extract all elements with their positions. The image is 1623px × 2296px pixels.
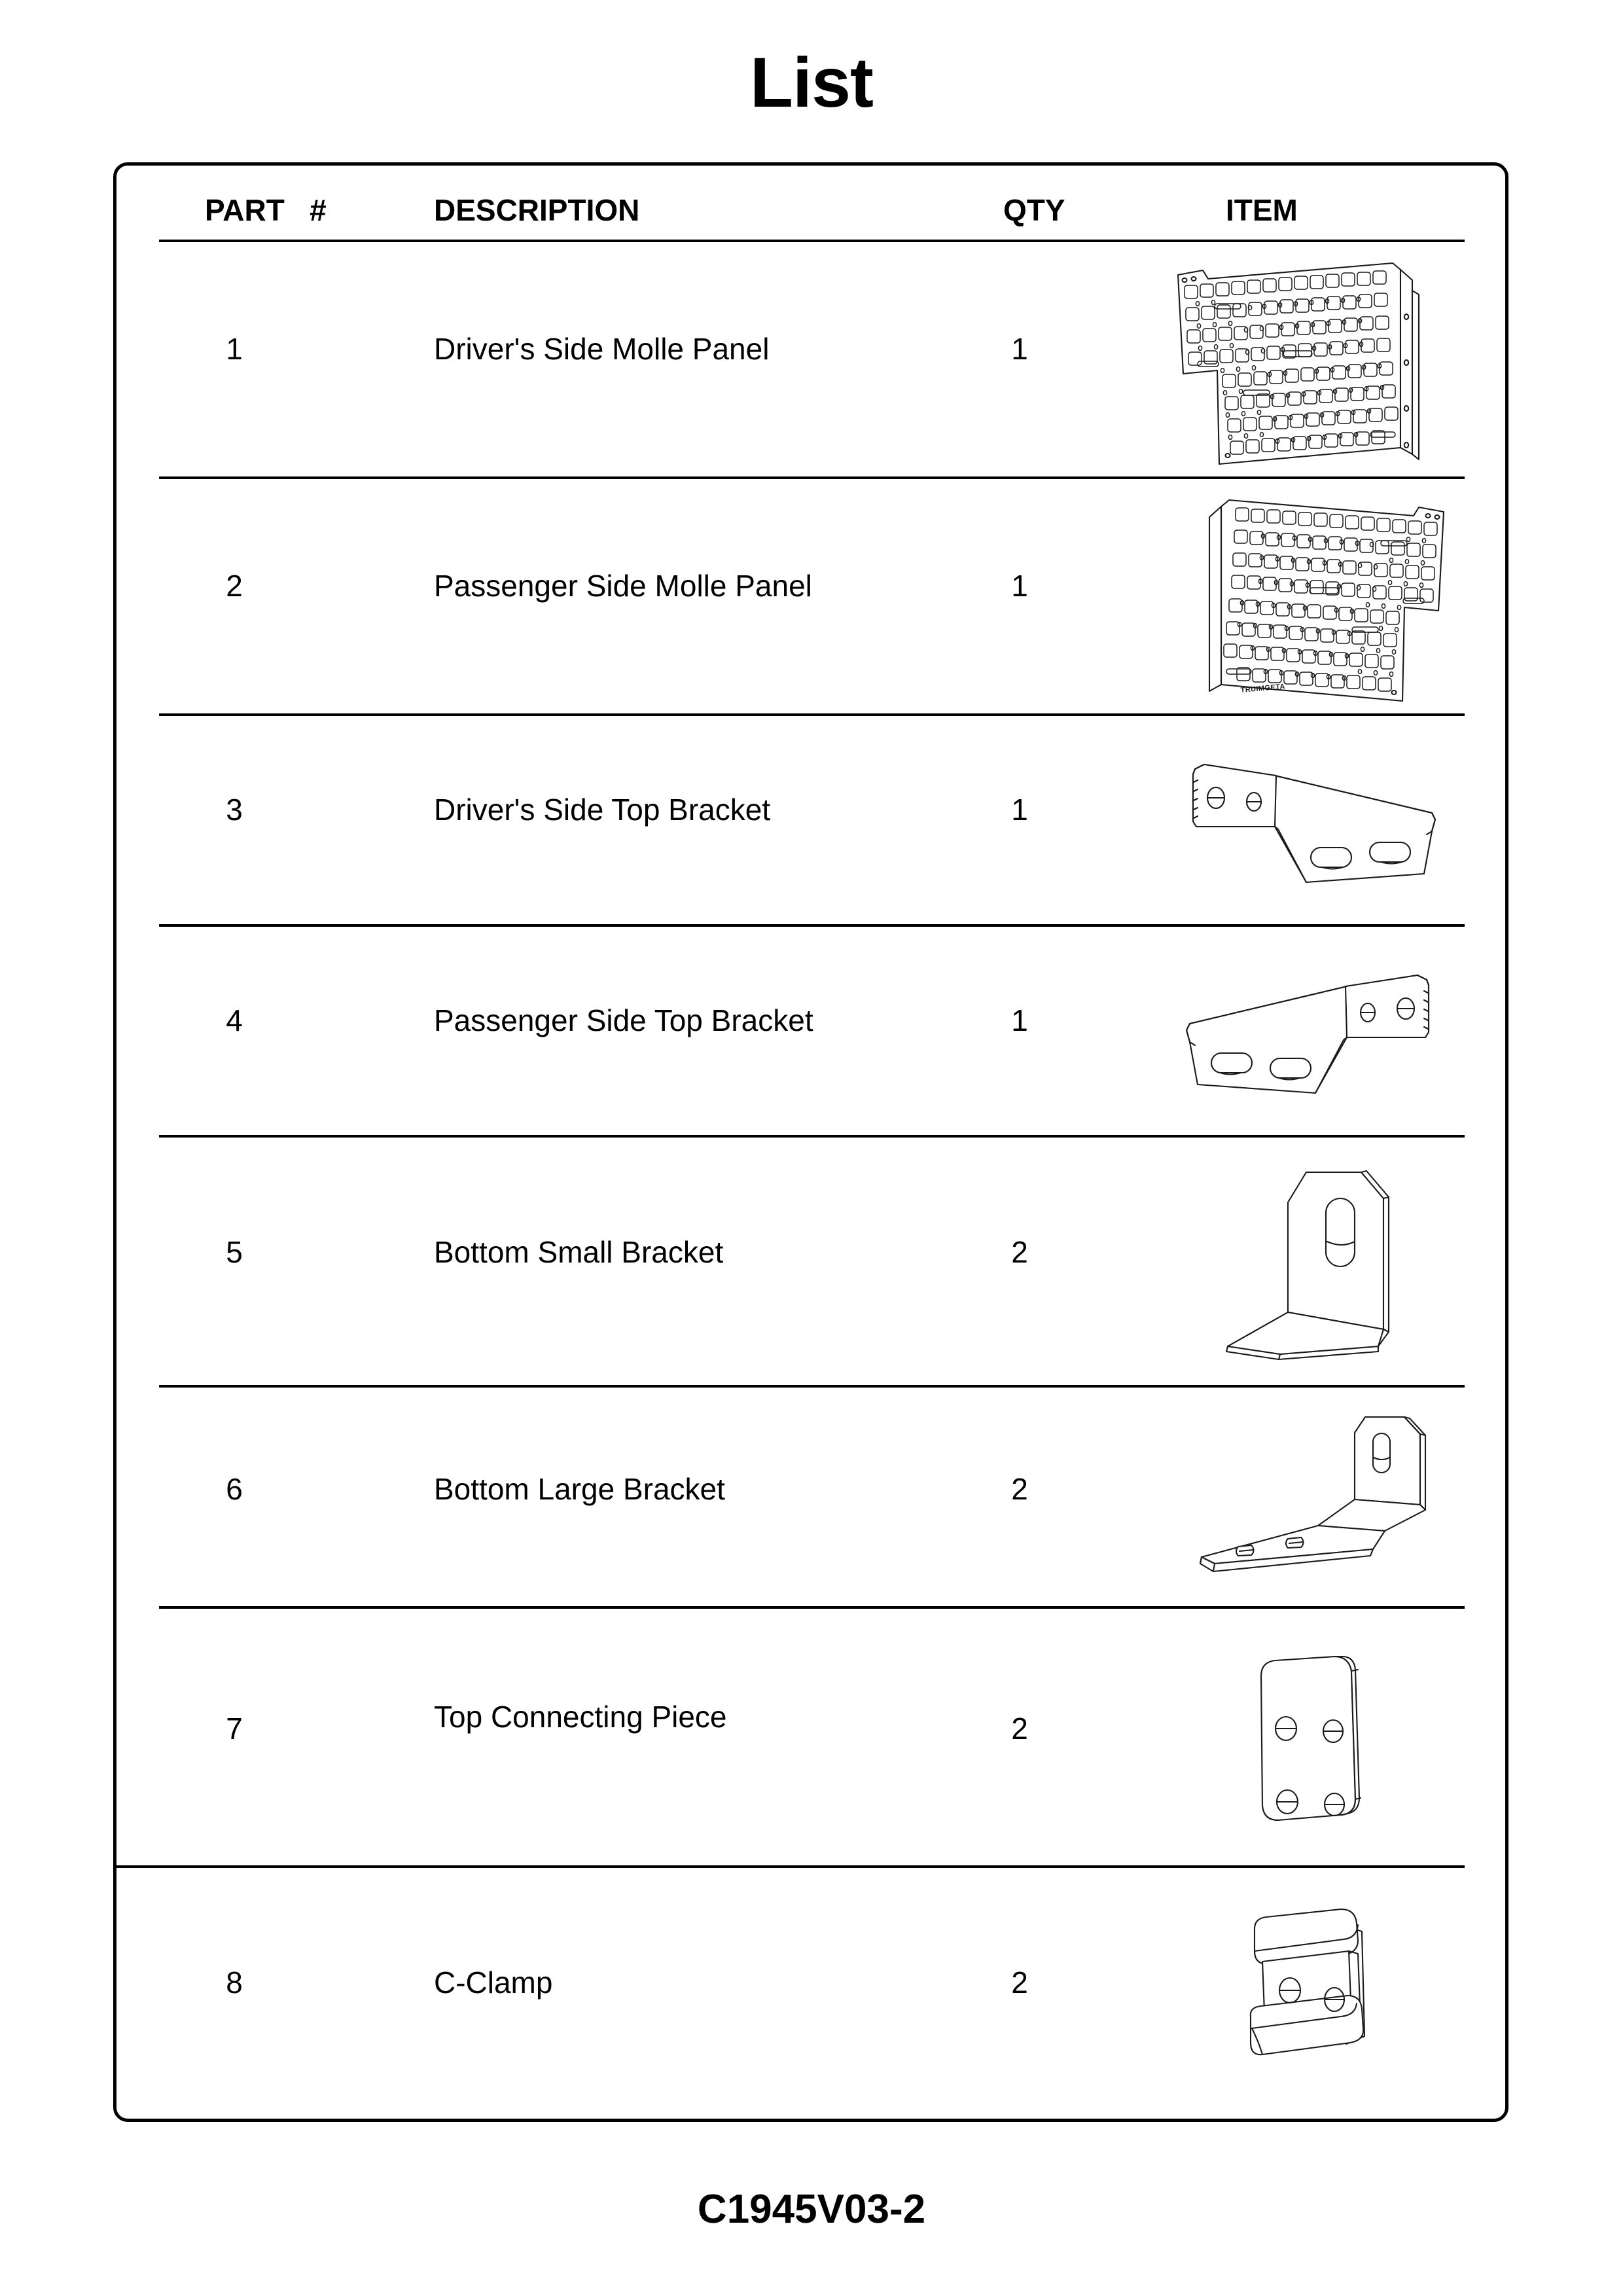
table-row [113, 1385, 1508, 1606]
table-row [113, 924, 1508, 1135]
row-description: Passenger Side Molle Panel [434, 569, 812, 603]
table-row [113, 240, 1508, 476]
row-item-illustration [1134, 1161, 1488, 1357]
row-qty: 1 [1011, 793, 1028, 827]
row-item-illustration [1134, 246, 1488, 472]
table-row [113, 1606, 1508, 1865]
table-row [113, 1135, 1508, 1385]
row-item-illustration [1134, 944, 1488, 1114]
row-item-illustration [1134, 483, 1488, 709]
row-part-number: 5 [226, 1235, 243, 1269]
row-description: Bottom Large Bracket [434, 1472, 725, 1506]
row-description: Bottom Small Bracket [434, 1235, 724, 1269]
table-header-row [113, 162, 1508, 233]
top-bracket-passenger-illustration [1170, 954, 1452, 1104]
c-clamp-illustration [1213, 1888, 1409, 2078]
row-qty: 2 [1011, 1472, 1028, 1506]
row-description: Driver's Side Molle Panel [434, 332, 770, 366]
table-row [113, 1865, 1508, 2122]
row-part-number: 4 [226, 1003, 243, 1037]
row-description: Driver's Side Top Bracket [434, 793, 771, 827]
molle-panel-driver-illustration [1157, 251, 1465, 467]
top-connecting-piece-illustration [1213, 1636, 1409, 1832]
column-header-description: DESCRIPTION [434, 193, 640, 227]
row-qty: 2 [1011, 1965, 1028, 2000]
bottom-small-bracket-illustration [1203, 1158, 1419, 1361]
table-row [113, 476, 1508, 713]
row-qty: 1 [1011, 569, 1028, 603]
row-qty: 2 [1011, 1712, 1028, 1746]
row-item-illustration [1134, 1885, 1488, 2081]
column-header-qty: QTY [1003, 193, 1065, 227]
row-part-number: 1 [226, 332, 243, 366]
column-header-item: ITEM [1226, 193, 1298, 227]
row-part-number: 6 [226, 1472, 243, 1506]
row-part-number: 2 [226, 569, 243, 603]
row-description: Top Connecting Piece [434, 1700, 727, 1734]
row-description: Passenger Side Top Bracket [434, 1003, 813, 1037]
page-title: List [749, 43, 873, 122]
row-part-number: 3 [226, 793, 243, 827]
row-description: C-Clamp [434, 1965, 553, 2000]
row-qty: 2 [1011, 1235, 1028, 1269]
row-qty: 1 [1011, 332, 1028, 366]
bottom-large-bracket-illustration [1177, 1400, 1445, 1587]
molle-panel-passenger-illustration [1157, 488, 1465, 704]
panel-brand-logo: TRUIMGETA [1240, 682, 1286, 694]
row-part-number: 8 [226, 1965, 243, 2000]
row-item-illustration [1134, 1632, 1488, 1835]
row-item-illustration [1134, 1398, 1488, 1588]
row-item-illustration [1134, 733, 1488, 903]
top-bracket-driver-illustration [1170, 743, 1452, 893]
table-row [113, 713, 1508, 924]
row-qty: 1 [1011, 1003, 1028, 1037]
document-part-code: C1945V03-2 [697, 2187, 926, 2232]
row-part-number: 7 [226, 1712, 243, 1746]
column-header-part: PART # [205, 193, 327, 227]
